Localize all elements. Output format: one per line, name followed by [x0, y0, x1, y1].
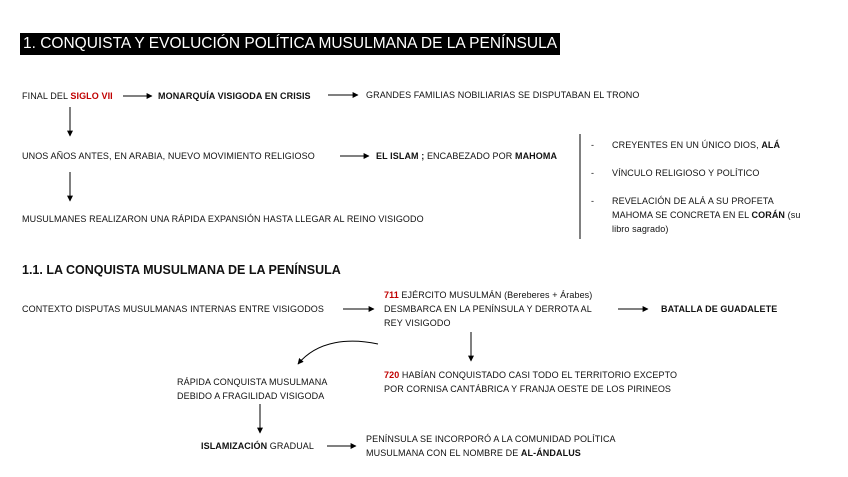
- musulmana-nombre-text: MUSULMANA CON EL NOMBRE DE: [366, 448, 521, 458]
- creyentes-text: CREYENTES EN UN ÚNICO DIOS,: [612, 140, 762, 150]
- rapida-conquista-line1: RÁPIDA CONQUISTA MUSULMANA: [177, 377, 328, 387]
- monarquia-visigoda-text: MONARQUÍA VISIGODA EN CRISIS: [158, 91, 311, 101]
- final-del-label: FINAL DEL: [22, 91, 71, 101]
- rapida-conquista-line2: DEBIDO A FRAGILIDAD VISIGODA: [177, 391, 325, 401]
- al-andalus-bold: AL-ÁNDALUS: [520, 448, 581, 458]
- batalla-guadalete-text: BATALLA DE GUADALETE: [661, 304, 778, 314]
- year-720-highlight: 720: [384, 370, 400, 380]
- coran-bold: CORÁN: [751, 210, 786, 220]
- year-720-line2: POR CORNISA CANTÁBRICA Y FRANJA OESTE DE LOS PIRINEOS: [384, 384, 672, 394]
- islamizacion-bold: ISLAMIZACIÓN: [201, 441, 268, 451]
- bullet-vinculo: VÍNCULO RELIGIOSO Y POLÍTICO: [612, 168, 760, 178]
- bullet-revelacion-line1: REVELACIÓN DE ALÁ A SU PROFETA: [612, 196, 774, 206]
- year-711-highlight: 711: [384, 290, 399, 300]
- gradual-text: GRADUAL: [267, 441, 315, 451]
- andalus-line1: PENÍNSULA SE INCORPORÓ A LA COMUNIDAD POLÍTICA: [366, 434, 616, 444]
- bullet-marker: -: [591, 168, 594, 178]
- siglo-vii-highlight: SIGLO VII: [70, 91, 113, 101]
- year-711-line3: REY VISIGODO: [384, 318, 451, 328]
- page-title: 1. CONQUISTA Y EVOLUCIÓN POLÍTICA MUSULMANA DE LA PENÍNSULA: [20, 33, 560, 55]
- section-subtitle: 1.1. LA CONQUISTA MUSULMANA DE LA PENÍNSULA: [22, 263, 341, 277]
- habian-conquistado-text: HABÍAN CONQUISTADO CASI TODO EL TERRITORIO EXCEPTO: [399, 370, 678, 380]
- expansion-text: MUSULMANES REALIZARON UNA RÁPIDA EXPANSIÓN HASTA LLEGAR AL REINO VISIGODO: [22, 214, 424, 224]
- encabezado-por-text: ENCABEZADO POR: [424, 151, 515, 161]
- contexto-text: CONTEXTO DISPUTAS MUSULMANAS INTERNAS ENTRE VISIGODOS: [22, 304, 325, 314]
- mahoma-bold: MAHOMA: [514, 151, 558, 161]
- bullet-marker: -: [591, 196, 594, 206]
- year-711-line2: DESMBARCA EN LA PENÍNSULA Y DERROTA AL: [384, 304, 592, 314]
- mahoma-concreta-text: MAHOMA SE CONCRETA EN EL: [612, 210, 752, 220]
- grandes-familias-text: GRANDES FAMILIAS NOBILIARIAS SE DISPUTABAN EL TRONO: [366, 90, 640, 100]
- bullet-marker: -: [591, 140, 594, 150]
- su-text: (su: [785, 210, 801, 220]
- ala-bold: ALÁ: [761, 140, 781, 150]
- el-islam-bold: EL ISLAM ;: [376, 151, 425, 161]
- ejercito-text: EJÉRCITO MUSULMÁN (Bereberes + Árabes): [398, 290, 593, 300]
- arabia-movimiento-text: UNOS AÑOS ANTES, EN ARABIA, NUEVO MOVIMIENTO RELIGIOSO: [22, 151, 315, 161]
- bullet-revelacion-line3: libro sagrado): [612, 224, 669, 234]
- curved-arrow-to-rapida: [298, 341, 378, 364]
